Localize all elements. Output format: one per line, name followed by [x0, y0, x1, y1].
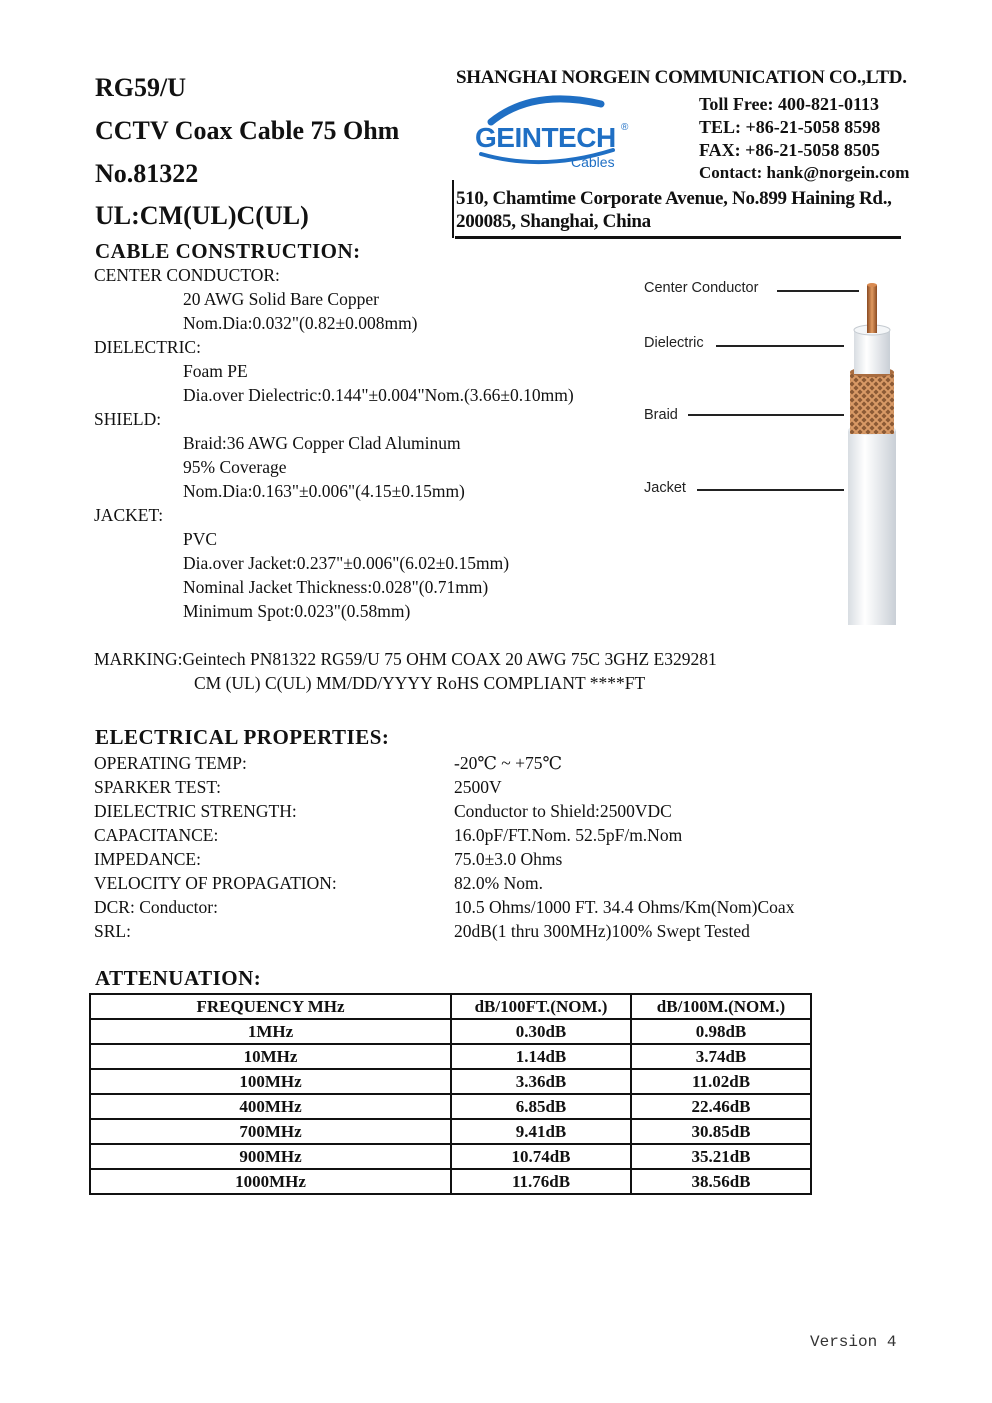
shield-spec-3: Nom.Dia:0.163"±0.006"(4.15±0.15mm) [183, 481, 465, 501]
header-db-100m: dB/100M.(NOM.) [631, 994, 811, 1019]
elec-label: CAPACITANCE: [94, 825, 219, 845]
attenuation-heading: ATTENUATION: [95, 966, 262, 990]
table-header-row [90, 994, 811, 1019]
cell-db-100m: 30.85dB [631, 1119, 811, 1144]
product-rating: UL:CM(UL)C(UL) [95, 201, 309, 230]
fax: FAX: +86-21-5058 8505 [699, 140, 880, 160]
registered-icon: ® [621, 122, 629, 133]
cell-frequency: 100MHz [90, 1069, 451, 1094]
jacket-spec-3: Nominal Jacket Thickness:0.028"(0.71mm) [183, 577, 489, 597]
elec-label: SRL: [94, 921, 131, 941]
logo-text: GEINTECH [475, 122, 616, 153]
cell-db-100ft: 11.76dB [451, 1169, 631, 1194]
elec-value: 82.0% Nom. [454, 873, 543, 893]
cell-db-100m: 38.56dB [631, 1169, 811, 1194]
shield-spec-1: Braid:36 AWG Copper Clad Aluminum [183, 433, 461, 453]
center-spec-1: 20 AWG Solid Bare Copper [183, 289, 379, 309]
cell-frequency: 10MHz [90, 1044, 451, 1069]
cell-db-100m: 22.46dB [631, 1094, 811, 1119]
diagram-leader-braid [688, 414, 844, 416]
header-divider [455, 236, 901, 239]
cell-frequency: 900MHz [90, 1144, 451, 1169]
diagram-label-dielectric: Dielectric [644, 335, 704, 351]
elec-label: DIELECTRIC STRENGTH: [94, 801, 297, 821]
table-row [90, 1044, 811, 1069]
cell-db-100m: 11.02dB [631, 1069, 811, 1094]
address-line2: 200085, Shanghai, China [456, 211, 651, 232]
table-row [90, 1119, 811, 1144]
dielectric-spec-1: Foam PE [183, 361, 248, 381]
header-frequency: FREQUENCY MHz [90, 994, 451, 1019]
jacket-label: JACKET: [94, 505, 164, 525]
jacket-layer [848, 430, 896, 625]
electrical-heading: ELECTRICAL PROPERTIES: [95, 725, 390, 749]
cell-db-100ft: 1.14dB [451, 1044, 631, 1069]
elec-value: Conductor to Shield:2500VDC [454, 801, 672, 821]
dielectric-spec-2: Dia.over Dielectric:0.144"±0.004"Nom.(3.66±0.10mm) [183, 385, 574, 405]
company-logo [473, 92, 633, 174]
diagram-label-center: Center Conductor [644, 280, 759, 296]
elec-value: 10.5 Ohms/1000 FT. 34.4 Ohms/Km(Nom)Coax [454, 897, 795, 917]
product-description: CCTV Coax Cable 75 Ohm [95, 116, 400, 145]
center-label: CENTER CONDUCTOR: [94, 265, 280, 285]
address-line1: 510, Chamtime Corporate Avenue, No.899 Haining Rd., [456, 188, 892, 209]
shield-spec-2: 95% Coverage [183, 457, 287, 477]
product-number: No.81322 [95, 159, 199, 188]
product-model: RG59/U [95, 73, 186, 102]
shield-label: SHIELD: [94, 409, 162, 429]
cell-db-100ft: 3.36dB [451, 1069, 631, 1094]
center-conductor [867, 285, 877, 333]
version-label: Version 4 [810, 1333, 897, 1351]
diagram-leader-jacket [697, 489, 844, 491]
elec-value: 16.0pF/FT.Nom. 52.5pF/m.Nom [454, 825, 683, 845]
marking-line2: CM (UL) C(UL) MM/DD/YYYY RoHS COMPLIANT ****FT [194, 673, 646, 693]
header-divider-vertical [452, 180, 454, 238]
table-row [90, 1144, 811, 1169]
elec-label: VELOCITY OF PROPAGATION: [94, 873, 337, 893]
jacket-spec-2: Dia.over Jacket:0.237"±0.006"(6.02±0.15mm) [183, 553, 510, 573]
cell-db-100m: 35.21dB [631, 1144, 811, 1169]
center-spec-2: Nom.Dia:0.032"(0.82±0.008mm) [183, 313, 418, 333]
diagram-leader-dielectric [716, 345, 844, 347]
cell-db-100m: 3.74dB [631, 1044, 811, 1069]
diagram-label-jacket: Jacket [644, 480, 686, 496]
elec-label: OPERATING TEMP: [94, 753, 247, 773]
dielectric-label: DIELECTRIC: [94, 337, 201, 357]
table-row [90, 1019, 811, 1044]
jacket-spec-1: PVC [183, 529, 218, 549]
cell-db-100ft: 10.74dB [451, 1144, 631, 1169]
cell-db-100ft: 0.30dB [451, 1019, 631, 1044]
marking-line1: MARKING:Geintech PN81322 RG59/U 75 OHM COAX 20 AWG 75C 3GHZ E329281 [94, 649, 717, 669]
elec-label: DCR: Conductor: [94, 897, 218, 917]
cell-frequency: 700MHz [90, 1119, 451, 1144]
elec-value: 75.0±3.0 Ohms [454, 849, 563, 869]
diagram-label-braid: Braid [644, 407, 678, 423]
contact-email: Contact: hank@norgein.com [699, 163, 910, 182]
elec-label: IMPEDANCE: [94, 849, 201, 869]
elec-value: -20℃ ~ +75℃ [454, 753, 563, 773]
construction-heading: CABLE CONSTRUCTION: [95, 239, 361, 263]
table-row [90, 1069, 811, 1094]
elec-value: 2500V [454, 777, 502, 797]
header-db-100ft: dB/100FT.(NOM.) [451, 994, 631, 1019]
cell-db-100ft: 9.41dB [451, 1119, 631, 1144]
company-name: SHANGHAI NORGEIN COMMUNICATION CO.,LTD. [456, 67, 907, 88]
cell-db-100m: 0.98dB [631, 1019, 811, 1044]
table-row [90, 1169, 811, 1194]
coax-cable-illustration [840, 280, 900, 625]
table-row [90, 1094, 811, 1119]
cell-frequency: 1000MHz [90, 1169, 451, 1194]
cell-frequency: 400MHz [90, 1094, 451, 1119]
dielectric-layer [854, 330, 890, 374]
cell-db-100ft: 6.85dB [451, 1094, 631, 1119]
cell-frequency: 1MHz [90, 1019, 451, 1044]
attenuation-table [89, 993, 812, 1195]
elec-label: SPARKER TEST: [94, 777, 222, 797]
jacket-spec-4: Minimum Spot:0.023"(0.58mm) [183, 601, 411, 621]
braid-layer [850, 372, 894, 434]
logo-subtext: Cables [571, 154, 615, 170]
toll-free: Toll Free: 400-821-0113 [699, 94, 879, 114]
elec-value: 20dB(1 thru 300MHz)100% Swept Tested [454, 921, 750, 941]
tel: TEL: +86-21-5058 8598 [699, 117, 881, 137]
